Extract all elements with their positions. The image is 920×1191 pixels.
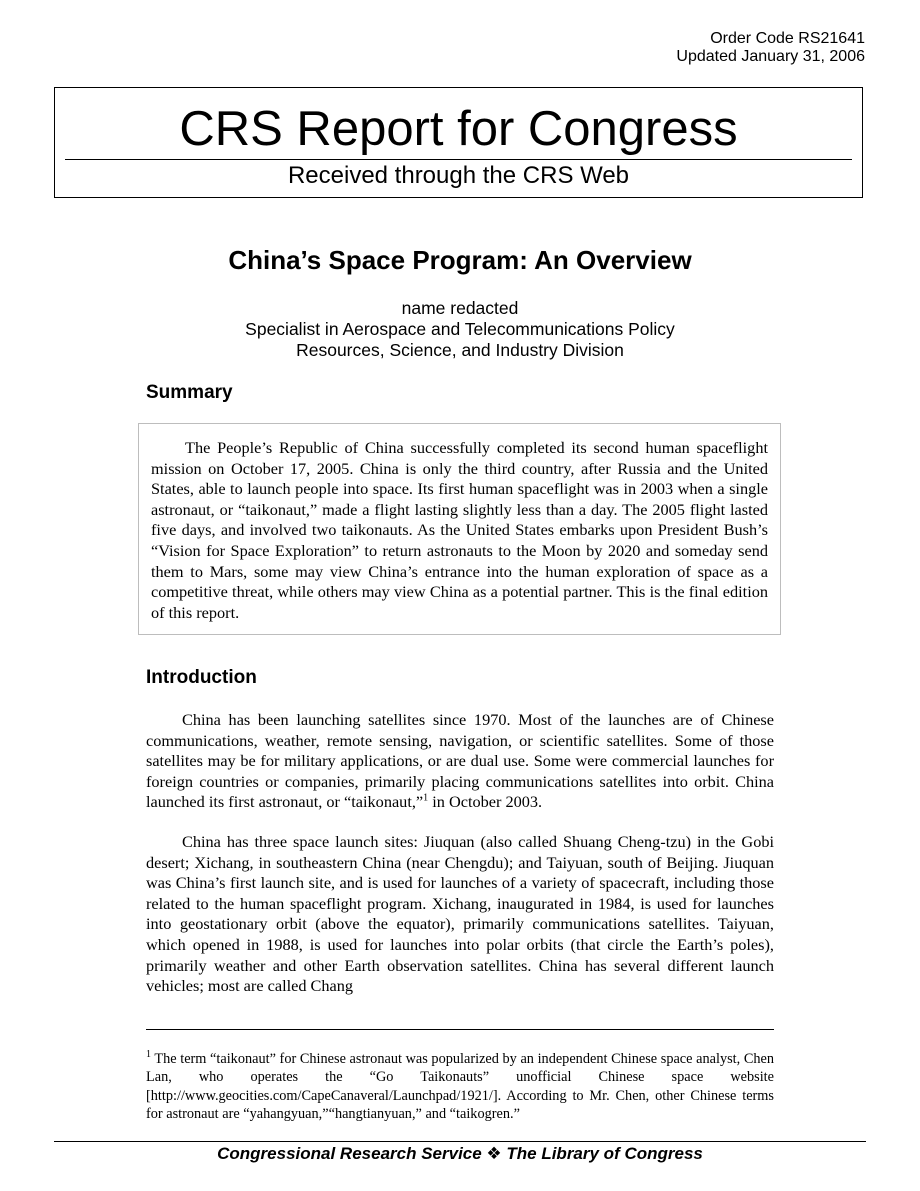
intro-paragraph-2: China has three space launch sites: Jiuquan (also called Shuang Cheng-tzu) in the Gobi desert; Xichang, in southeastern China (near Chengdu); and Taiyuan, south of Beijing. Jiuquan was China’s first launch site, and is used for launches of a variety of spacecraft, including those related to the human spaceflight program. Xichang, inaugurated in 1984, is used for launches into geostationary orbit (above the equator), primarily communications satellites. Taiyuan, which opened in 1988, is used for launches into polar orbits (that circle the Earth’s poles), primarily weather and other Earth observation satellites. China has several different launch vehicles; most are called Chang (146, 832, 774, 996)
introduction-heading: Introduction (146, 667, 257, 688)
footnote (146, 1050, 774, 1123)
banner-title: CRS Report for Congress (179, 102, 738, 156)
order-code: Order Code RS21641 (710, 30, 865, 47)
intro-paragraph-1-tail: in October 2003. (428, 792, 543, 812)
footnote-number: 1 (146, 1049, 151, 1061)
footer-divider (54, 1141, 866, 1142)
intro-paragraph-1 (146, 710, 774, 813)
author-division: Resources, Science, and Industry Division (296, 340, 624, 360)
summary-heading: Summary (146, 382, 233, 403)
updated-date: Updated January 31, 2006 (676, 48, 865, 65)
intro-paragraph-1-text: China has been launching satellites since 1970. Most of the launches are of Chinese communications, weather, remote sensing, navigation, or scientific satellites. Some of those satellites may be for military applications, or are dual use. Some were commercial launches for foreign countries or companies, primarily placing communications satellites into orbit. China launched its first astronaut, or “taikonaut,” (146, 710, 774, 812)
author-position: Specialist in Aerospace and Telecommunications Policy (245, 319, 675, 339)
footnote-ref: 1 (423, 792, 429, 804)
page-footer: Congressional Research Service ❖ The Library of Congress (217, 1144, 703, 1163)
banner-subtitle: Received through the CRS Web (287, 162, 630, 189)
banner-divider (65, 159, 852, 160)
footnote-divider (146, 1029, 774, 1030)
report-banner (54, 87, 863, 198)
byline (0, 298, 920, 361)
summary-text: The People’s Republic of China successfully completed its second human spaceflight mission on October 17, 2005. China is only the third country, after Russia and the United States, able to launch people into space. Its first human spaceflight was in 2003 when a single astronaut, or “taikonaut,” made a flight lasting slightly less than a day. The 2005 flight lasted five days, and involved two taikonauts. As the United States embarks upon President Bush’s “Vision for Space Exploration” to return astronauts to the Moon by 2020 and someday send them to Mars, some may view China’s entrance into the human exploration of space as a competitive threat, while others may view China as a potential partner. This is the final edition of this report. (151, 438, 768, 622)
summary-box (138, 423, 781, 635)
footnote-text: The term “taikonaut” for Chinese astronaut was popularized by an independent Chinese space analyst, Chen Lan, who operates the “Go Taikonauts” unofficial Chinese space website [http://www.geocities.com/CapeCanaveral/Launchpad/1921/]. According to Mr. Chen, other Chinese terms for astronaut are “yahangyuan,”“hangtianyuan,” and “taikogren.” (146, 1051, 774, 1122)
order-code-block (676, 30, 865, 66)
author-name: name redacted (401, 298, 519, 318)
document-title: China’s Space Program: An Overview (228, 245, 692, 275)
